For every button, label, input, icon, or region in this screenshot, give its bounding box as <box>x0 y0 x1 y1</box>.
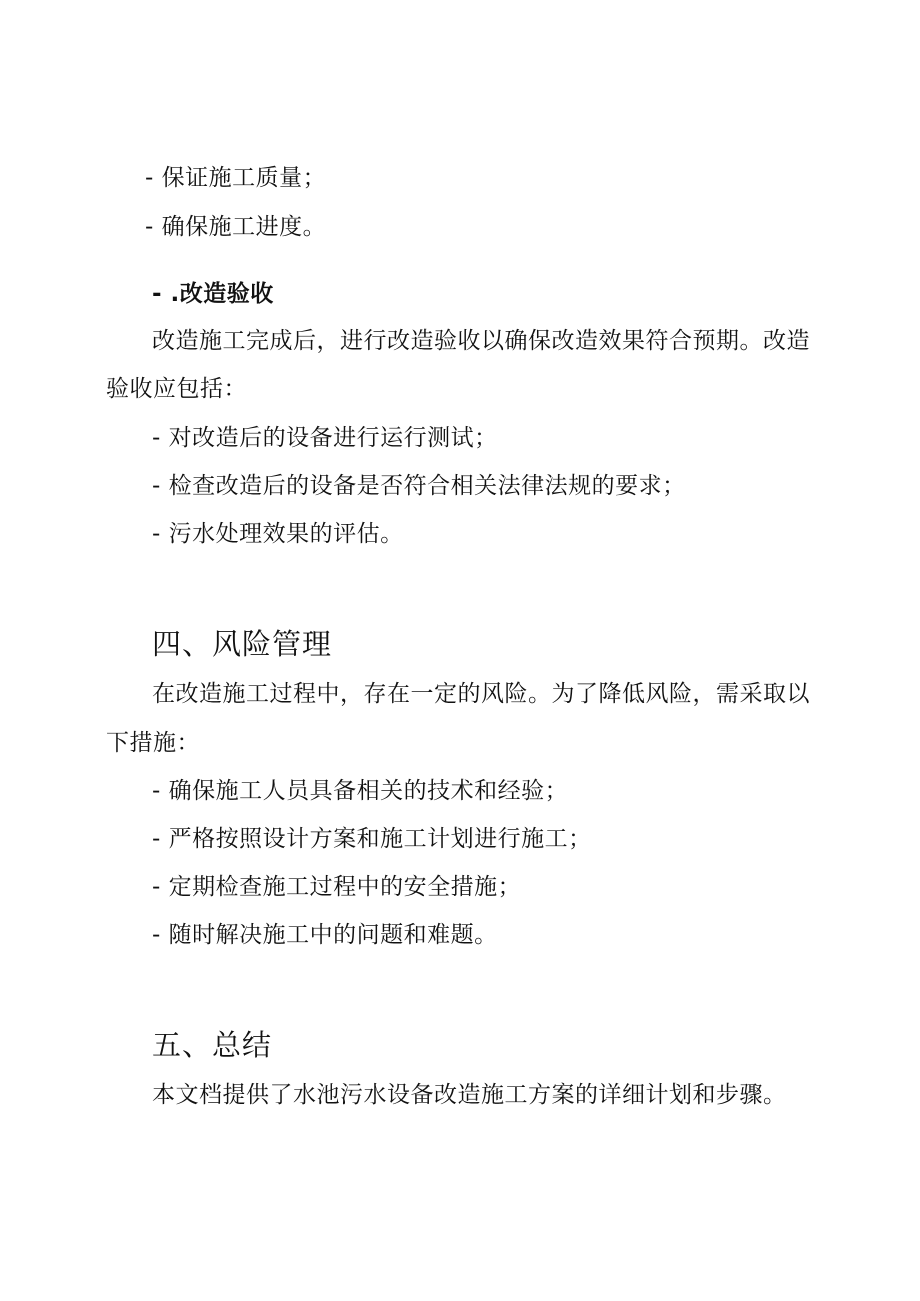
paragraph-line: 改造施工完成后，进行改造验收以确保改造效果符合预期。改造 <box>152 328 810 354</box>
list-item: - 确保施工人员具备相关的技术和经验； <box>152 778 569 804</box>
paragraph-line: 下措施： <box>106 730 200 756</box>
list-item: - 随时解决施工中的问题和难题。 <box>152 922 498 948</box>
paragraph-line: 在改造施工过程中，存在一定的风险。为了降低风险，需采取以 <box>152 681 810 707</box>
list-item: - 污水处理效果的评估。 <box>152 521 404 547</box>
section-heading: 四、风险管理 <box>152 627 333 661</box>
list-item: - 对改造后的设备进行运行测试； <box>152 425 498 451</box>
list-item: - 检查改造后的设备是否符合相关法律法规的要求； <box>152 473 686 499</box>
list-item: - 保证施工质量； <box>145 165 327 191</box>
list-item: - 严格按照设计方案和施工计划进行施工； <box>152 826 592 852</box>
paragraph-line: 本文档提供了水池污水设备改造施工方案的详细计划和步骤。 <box>152 1082 787 1108</box>
section-heading: 五、总结 <box>152 1028 273 1062</box>
subsection-heading: - .改造验收 <box>152 281 274 307</box>
list-item: - 确保施工进度。 <box>145 214 327 240</box>
paragraph-line: 验收应包括： <box>106 376 247 402</box>
list-item: - 定期检查施工过程中的安全措施； <box>152 874 522 900</box>
